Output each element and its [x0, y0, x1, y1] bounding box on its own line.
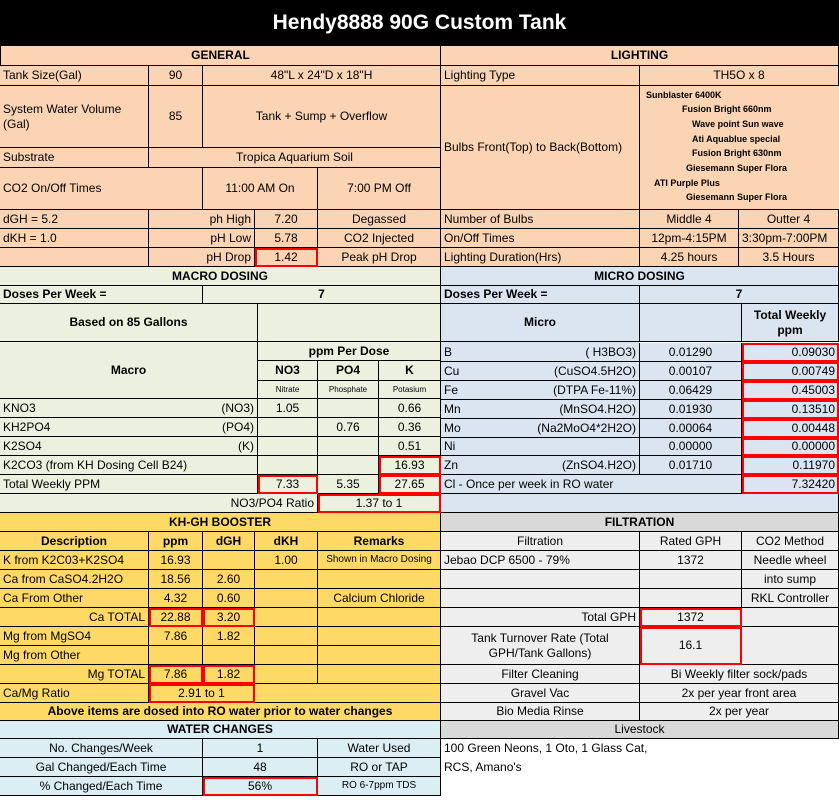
micro-total: 0.09030: [742, 343, 839, 362]
ca-mg-ratio-value: 2.91 to 1: [149, 684, 255, 703]
col-po4: PO4: [318, 361, 379, 381]
gravel-vac-label: Gravel Vac: [441, 684, 640, 703]
mg-total-remarks: [318, 665, 441, 684]
khgh-col-dgh: dGH: [203, 532, 255, 551]
khgh-row-dgh: 0.60: [203, 589, 255, 608]
micro-compound: (ZnSO4.H2O): [471, 456, 640, 475]
peak-ph-drop-label: Peak pH Drop: [318, 248, 441, 267]
micro-dose: 0.00107: [640, 362, 742, 381]
micro-compound: (CuSO4.5H2O): [471, 362, 640, 381]
mg-total-dkh: [255, 665, 318, 684]
pct-changed-label: % Changed/Each Time: [0, 777, 203, 796]
system-volume-label: System Water Volume (Gal): [0, 86, 149, 148]
micro-total: 0.13510: [742, 400, 839, 419]
khgh-row-desc: Ca from CaSO4.2H2O: [0, 570, 149, 589]
macro-total-label: Total Weekly PPM: [0, 475, 258, 494]
ca-total-remarks: [318, 608, 441, 627]
mg-row-remarks: [318, 646, 441, 665]
mg-row-ppm: 7.86: [149, 627, 203, 646]
co2-off-time: 7:00 PM Off: [318, 168, 441, 210]
macro-total-no3: 7.33: [258, 475, 318, 494]
khgh-row-ppm: 16.93: [149, 551, 203, 570]
khgh-col-dkh: dKH: [255, 532, 318, 551]
mg-total-dgh: 1.82: [203, 665, 255, 684]
mg-row-remarks: [318, 627, 441, 646]
macro-row-name: KH2PO4: [0, 418, 149, 437]
substrate-value: Tropica Aquarium Soil: [149, 148, 441, 168]
micro-compound: [471, 438, 640, 456]
macro-row-formula: (NO3): [149, 399, 258, 418]
khgh-row-remarks: Calcium Chloride: [318, 589, 441, 608]
micro-total-weekly-label: Total Weekly ppm: [742, 304, 839, 342]
ph-drop-blank: [0, 248, 149, 267]
ph-high-label: ph High: [149, 210, 255, 229]
co2-injected-label: CO2 Injected: [318, 229, 441, 248]
khgh-row-desc: Ca From Other: [0, 589, 149, 608]
mg-total-label: Mg TOTAL: [0, 665, 149, 684]
onoff-middle: 12pm-4:15PM: [640, 229, 739, 248]
micro-element: Mn: [441, 400, 471, 419]
khgh-row-desc: K from K2C03+K2SO4: [0, 551, 149, 570]
bulbs-list: [640, 86, 839, 210]
lighting-type-value: TH5O x 8: [640, 66, 839, 86]
turnover-value: 16.1: [640, 627, 742, 665]
tank-size-value: 90: [149, 66, 203, 86]
khgh-col-remarks: Remarks: [318, 532, 441, 551]
total-gph-label: Total GPH: [441, 608, 640, 627]
macro-row-name: KNO3: [0, 399, 149, 418]
khgh-col-description: Description: [0, 532, 149, 551]
ca-total-label: Ca TOTAL: [0, 608, 149, 627]
macro-row-name: K2CO3 (from KH Dosing Cell B24): [0, 456, 258, 475]
bio-media-value: 2x per year: [640, 703, 839, 721]
bio-media-label: Bio Media Rinse: [441, 703, 640, 721]
duration-outer: 3.5 Hours: [739, 248, 839, 267]
macro-dosing-header: MACRO DOSING: [0, 267, 441, 286]
macro-row-formula: (PO4): [149, 418, 258, 437]
khgh-row-ppm: 4.32: [149, 589, 203, 608]
substrate-label: Substrate: [0, 148, 149, 168]
macro-row-name: K2SO4: [0, 437, 149, 456]
changes-per-week-label: No. Changes/Week: [0, 739, 203, 758]
system-description: Tank + Sump + Overflow: [203, 86, 441, 148]
macro-row-no3: [258, 437, 318, 456]
ph-drop-value: 1.42: [255, 248, 318, 267]
sub-nitrate: Nitrate: [258, 381, 318, 399]
micro-label-blank: [640, 304, 742, 342]
water-used-value: RO or TAP: [318, 758, 441, 777]
mg-row-dgh: [203, 646, 255, 665]
total-gph-value: 1372: [640, 608, 742, 627]
micro-compound: (DTPA Fe-11%): [471, 381, 640, 400]
pump-gph: 1372: [640, 551, 742, 570]
macro-doses-value: 7: [203, 286, 441, 304]
tank-size-label: Tank Size(Gal): [0, 66, 149, 86]
turnover-label: Tank Turnover Rate (Total GPH/Tank Gallons): [441, 627, 640, 665]
onoff-times-label: On/Off Times: [441, 229, 640, 248]
no3-po4-ratio-value: 1.37 to 1: [318, 494, 441, 513]
khgh-row-ppm: 18.56: [149, 570, 203, 589]
micro-cl-label: Cl - Once per week in RO water: [441, 475, 742, 494]
num-bulbs-outer: Outter 4: [739, 210, 839, 229]
micro-total: 0.00749: [742, 362, 839, 381]
filtration-col-filtration: Filtration: [441, 532, 640, 551]
livestock-blank: [441, 777, 839, 796]
khgh-row-dkh: [255, 589, 318, 608]
ph-high-value: 7.20: [255, 210, 318, 229]
micro-element: B: [441, 343, 471, 362]
bulb-item: Fusion Bright 630nm: [692, 148, 782, 158]
khgh-row-remarks: [318, 570, 441, 589]
macro-label: Macro: [0, 342, 258, 399]
khgh-row-dkh: 1.00: [255, 551, 318, 570]
macro-row-k: 0.66: [379, 399, 441, 418]
khgh-note: Above items are dosed into RO water prior to water changes: [0, 703, 441, 721]
dgh-value: dGH = 5.2: [0, 210, 149, 229]
macro-row-no3: [258, 418, 318, 437]
system-volume-value: 85: [149, 86, 203, 148]
macro-row-no3: 1.05: [258, 399, 318, 418]
tank-dimensions: 48"L x 24"D x 18"H: [203, 66, 441, 86]
num-bulbs-label: Number of Bulbs: [441, 210, 640, 229]
dkh-value: dKH = 1.0: [0, 229, 149, 248]
khgh-row-dgh: 2.60: [203, 570, 255, 589]
khgh-row-dgh: [203, 551, 255, 570]
filter-cleaning-value: Bi Weekly filter sock/pads: [640, 665, 839, 684]
num-bulbs-middle: Middle 4: [640, 210, 739, 229]
macro-row-po4: [318, 456, 379, 475]
turnover-blank: [742, 627, 839, 665]
pump-name: Jebao DCP 6500 - 79%: [441, 551, 640, 570]
livestock-line-2: RCS, Amano's: [441, 758, 839, 777]
macro-row-no3: [258, 456, 318, 475]
khgh-row-remarks: Shown in Macro Dosing: [318, 551, 441, 570]
lighting-type-label: Lighting Type: [441, 66, 640, 86]
pct-changed-value: 56%: [203, 777, 318, 796]
duration-middle: 4.25 hours: [640, 248, 739, 267]
ph-drop-label: pH Drop: [149, 248, 255, 267]
micro-dose: 0.01930: [640, 400, 742, 419]
mg-row-dkh: [255, 646, 318, 665]
khgh-col-ppm: ppm: [149, 532, 203, 551]
gal-changed-value: 48: [203, 758, 318, 777]
sheet-title: Hendy8888 90G Custom Tank: [0, 0, 839, 46]
filtration-blank: [441, 570, 640, 589]
micro-blank-row: [441, 494, 839, 513]
gal-changed-label: Gal Changed/Each Time: [0, 758, 203, 777]
water-changes-header: WATER CHANGES: [0, 721, 441, 739]
micro-compound: (MnSO4.H2O): [471, 400, 640, 419]
micro-doses-label: Doses Per Week =: [441, 286, 640, 304]
micro-element: Fe: [441, 381, 471, 400]
co2-times-label: CO2 On/Off Times: [0, 168, 203, 210]
macro-row-po4: 0.76: [318, 418, 379, 437]
based-on-label: Based on 85 Gallons: [0, 304, 258, 342]
macro-row-po4: [318, 399, 379, 418]
ph-low-value: 5.78: [255, 229, 318, 248]
bulbs-label: Bulbs Front(Top) to Back(Bottom): [441, 86, 640, 210]
filtration-col-co2: CO2 Method: [742, 532, 839, 551]
ca-mg-ratio-blank: [255, 684, 441, 703]
micro-dose: 0.06429: [640, 381, 742, 400]
degassed-label: Degassed: [318, 210, 441, 229]
macro-row-po4: [318, 437, 379, 456]
bulb-item: Ati Aquablue special: [692, 134, 781, 144]
bulb-item: Sunblaster 6400K: [646, 90, 722, 100]
ca-total-ppm: 22.88: [149, 608, 203, 627]
no3-po4-ratio-label: NO3/PO4 Ratio: [149, 494, 318, 513]
bulb-item: Giesemann Super Flora: [686, 163, 788, 173]
micro-total: 0.00000: [742, 438, 839, 456]
macro-row-k: 0.36: [379, 418, 441, 437]
micro-total: 0.00448: [742, 419, 839, 438]
mg-row-ppm: [149, 646, 203, 665]
co2-on-time: 11:00 AM On: [203, 168, 318, 210]
ph-low-label: pH Low: [149, 229, 255, 248]
micro-element: Zn: [441, 456, 471, 475]
ppm-per-dose-label: ppm Per Dose: [258, 342, 441, 361]
ro-tds-value: RO 6-7ppm TDS: [318, 777, 441, 796]
filtration-blank: [640, 589, 742, 608]
mg-row-dkh: [255, 627, 318, 646]
bulb-item: Giesemann Super Flora: [686, 192, 788, 202]
co2-method: into sump: [742, 570, 839, 589]
micro-label: Micro: [441, 304, 640, 342]
based-on-blank: [258, 304, 441, 342]
macro-row-k: 0.51: [379, 437, 441, 456]
total-gph-blank: [742, 608, 839, 627]
macro-doses-label: Doses Per Week =: [0, 286, 203, 304]
ca-total-dkh: [255, 608, 318, 627]
bulb-item: Wave point Sun wave: [692, 119, 784, 129]
lighting-duration-label: Lighting Duration(Hrs): [441, 248, 640, 267]
mg-row-dgh: 1.82: [203, 627, 255, 646]
changes-per-week-value: 1: [203, 739, 318, 758]
co2-method: Needle wheel: [742, 551, 839, 570]
filtration-blank: [441, 589, 640, 608]
micro-doses-value: 7: [640, 286, 839, 304]
gravel-vac-value: 2x per year front area: [640, 684, 839, 703]
sub-potasium: Potasium: [379, 381, 441, 399]
macro-total-po4: 5.35: [318, 475, 379, 494]
micro-compound: ( H3BO3): [471, 343, 640, 362]
col-no3: NO3: [258, 361, 318, 381]
micro-dose: 0.00064: [640, 419, 742, 438]
col-k: K: [379, 361, 441, 381]
filtration-header: FILTRATION: [441, 513, 839, 532]
macro-total-k: 27.65: [379, 475, 441, 494]
sub-phosphate: Phosphate: [318, 381, 379, 399]
macro-row-formula: (K): [149, 437, 258, 456]
micro-compound: (Na2MoO4*2H2O): [471, 419, 640, 438]
micro-dose: 0.00000: [640, 438, 742, 456]
onoff-outer: 3:30pm-7:00PM: [739, 229, 839, 248]
general-header: GENERAL: [0, 46, 441, 66]
livestock-header: Livestock: [441, 721, 839, 739]
filter-cleaning-label: Filter Cleaning: [441, 665, 640, 684]
mg-row-desc: Mg from MgSO4: [0, 627, 149, 646]
micro-element: Mo: [441, 419, 471, 438]
micro-dose: 0.01710: [640, 456, 742, 475]
ca-mg-ratio-label: Ca/Mg Ratio: [0, 684, 149, 703]
lighting-header: LIGHTING: [441, 46, 839, 66]
micro-total: 0.11970: [742, 456, 839, 475]
filtration-col-gph: Rated GPH: [640, 532, 742, 551]
filtration-blank: [640, 570, 742, 589]
micro-element: Cu: [441, 362, 471, 381]
water-used-label: Water Used: [318, 739, 441, 758]
bulb-item: Fusion Bright 660nm: [682, 104, 772, 114]
mg-total-ppm: 7.86: [149, 665, 203, 684]
mg-row-desc: Mg from Other: [0, 646, 149, 665]
khgh-header: KH-GH BOOSTER: [0, 513, 441, 532]
micro-cl-total: 7.32420: [742, 475, 839, 494]
micro-dosing-header: MICRO DOSING: [441, 267, 839, 286]
khgh-row-dkh: [255, 570, 318, 589]
micro-element: Ni: [441, 438, 471, 456]
micro-dose: 0.01290: [640, 343, 742, 362]
micro-total: 0.45003: [742, 381, 839, 400]
macro-row-k: 16.93: [379, 456, 441, 475]
bulb-item: ATI Purple Plus: [654, 178, 720, 188]
macro-ratio-blank: [0, 494, 149, 513]
ca-total-dgh: 3.20: [203, 608, 255, 627]
co2-method: RKL Controller: [742, 589, 839, 608]
livestock-line-1: 100 Green Neons, 1 Oto, 1 Glass Cat,: [441, 739, 839, 758]
